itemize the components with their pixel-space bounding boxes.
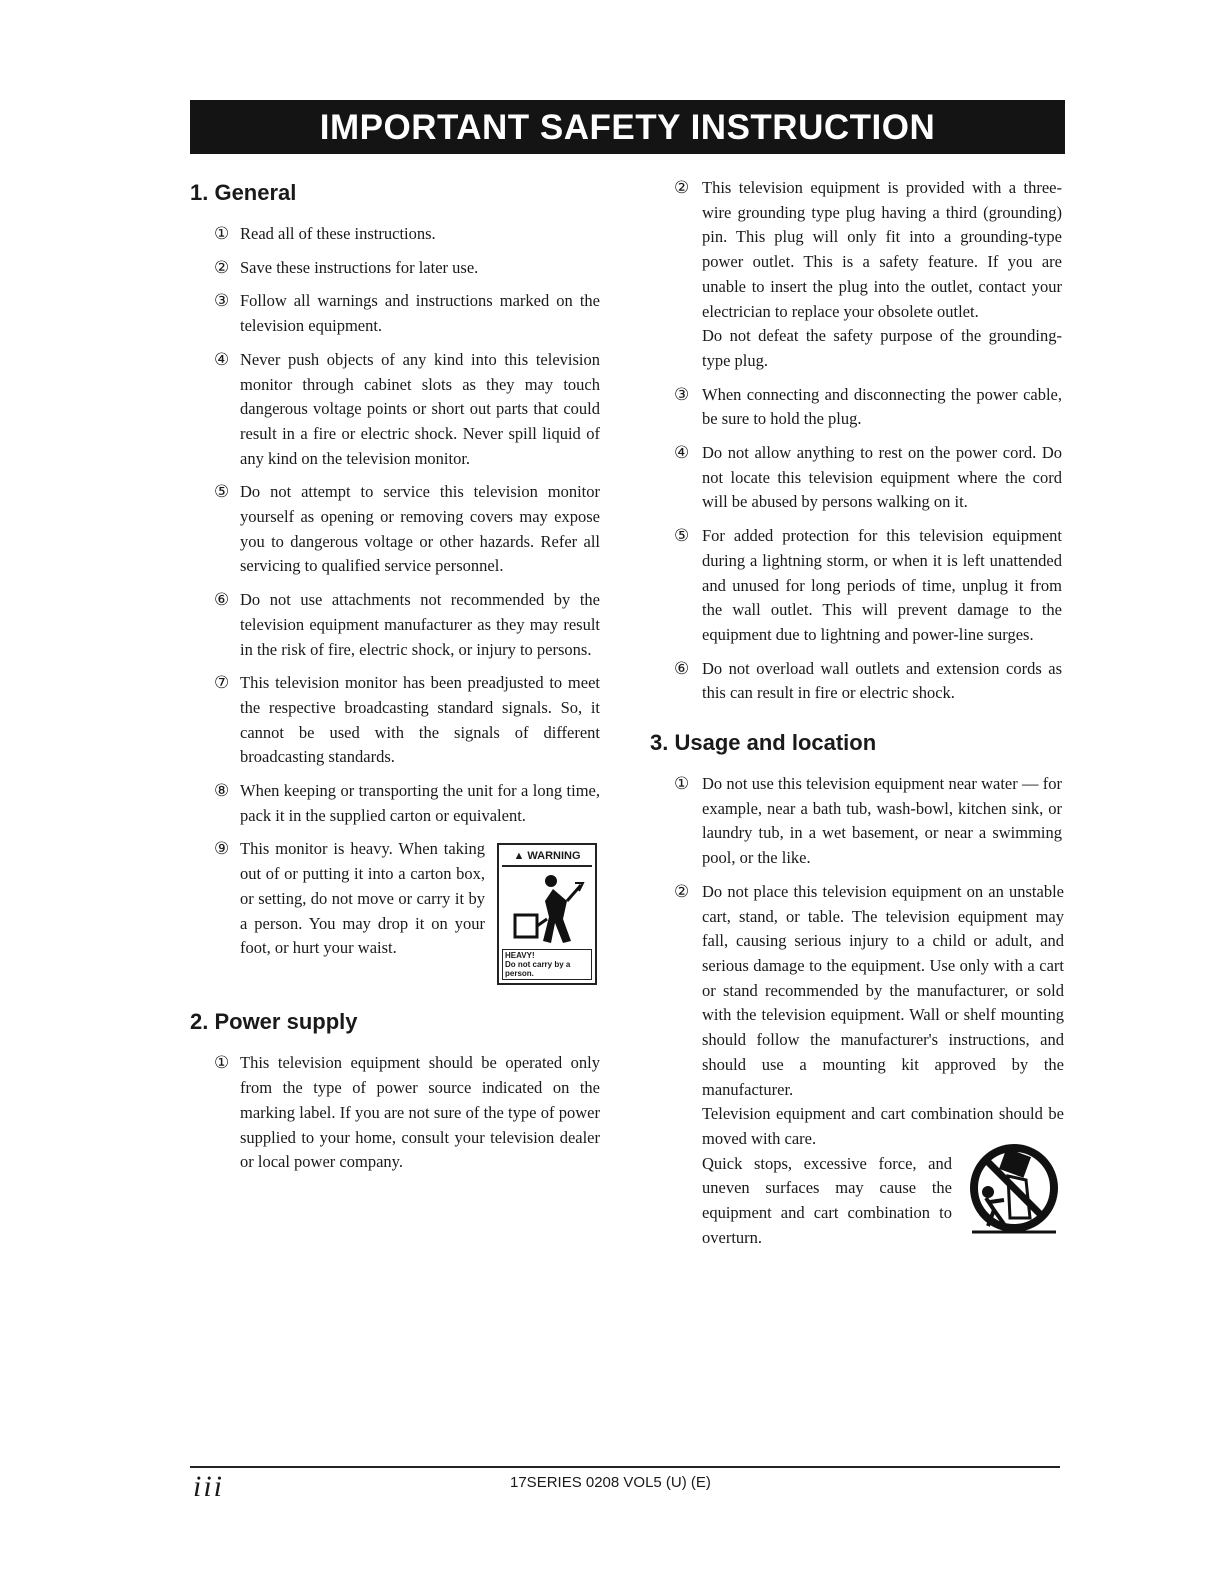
warning-triangle-icon: ▲ [513,850,525,863]
right-column [650,176,1062,1259]
list-item: ③ Follow all warnings and instructions marked on the television equipment. [214,291,600,336]
page-number: iii [193,1470,225,1503]
list-item: ⑥ Do not overload wall outlets and extension cords as this can result in fire or electric shock. [674,658,1062,703]
list-item: ⑨ This monitor is heavy. When taking out of or putting it into a carton box, or setting, do not move or carry it by a person. You may drop it on your foot, or hurt your waist. ▲ WARNING HEAVY! Do not carry by a person. [190,837,600,985]
person-lifting-icon [507,871,587,951]
list-item: ⑧ When keeping or transporting the unit for a long time, pack it in the supplied carton or equivalent. [214,781,600,825]
list-item: ③ When connecting and disconnecting the power cable, be sure to hold the plug. [674,384,1062,429]
section-heading-general: 1. General [190,180,297,205]
footer-rule [190,1466,1060,1468]
list-item: ⑥ Do not use attachments not recommended by the television equipment manufacturer as they may result in the risk of fire, electric shock, or injury to persons. [214,590,600,659]
list-item: ④ Do not allow anything to rest on the power cord. Do not locate this television equipment where the cord will be abused by persons walking on it. [674,443,1062,512]
page-title-banner: IMPORTANT SAFETY INSTRUCTION [190,100,1065,154]
heavy-warning-label [497,843,597,985]
list-item: ① Read all of these instructions. [214,224,436,244]
document-code: 17SERIES 0208 VOL5 (U) (E) [510,1474,711,1491]
list-item: ⑦ This television monitor has been preadjusted to meet the respective broadcasting standard signals. So, it cannot be used with the signals of different broadcasting standards. [214,673,600,767]
cart-tipover-warning-icon [964,1140,1064,1240]
list-item: ⑤ For added protection for this television equipment during a lightning storm, or when it is left unattended and unused for long periods of time, unplug it from the wall outlet. This will prevent damage to the equipment due to lightning and power-line surges. [674,526,1062,644]
list-item: ① Do not use this television equipment near water — for example, near a bath tub, wash-bowl, kitchen sink, or laundry tub, in a wet basement, or near a swimming pool, or the like. [674,774,1062,868]
section-heading-power: 2. Power supply [190,1009,358,1035]
list-item: ② This television equipment is provided with a three-wire grounding type plug having a third (grounding) pin. This plug will only fit into a grounding-type power outlet. This is a safety feature. If you are unable to insert the plug into the outlet, contact your electrician to replace your obsolete outlet. Do not defeat the safety purpose of the grounding-type plug. [674,178,1062,370]
left-column [190,178,600,1184]
list-item: ② Save these instructions for later use. [214,257,479,278]
section-heading-usage: 3. Usage and location [650,730,877,756]
list-item: ② Do not place this television equipment on an unstable cart, stand, or table. The television equipment may fall, causing serious injury to a child or adult, and serious damage to the equipment. Use only with a cart or stand recommended by the manufacturer, or sold with the television equipment. Wall or shelf mounting should follow the manufacturer's instructions, and should use a mounting kit approved by the manufacturer. Television equipment and cart combination should be moved with care. Quick stops, excessive force, and uneven surfaces may cause the equipment and cart combination to overturn. [674,881,1064,1247]
list-item: ⑤ Do not attempt to service this television monitor yourself as opening or removing covers may expose you to dangerous voltage or other hazards. Refer all servicing to qualified service personnel. [214,482,600,576]
list-item: ① This television equipment should be operated only from the type of power source indicated on the marking label. If you are not sure of the type of power supplied to your home, consult your television dealer or local power company. [214,1053,600,1172]
list-item: ④ Never push objects of any kind into this television monitor through cabinet slots as they may touch dangerous voltage points or short out parts that could result in a fire or electric shock. Never spill liquid of any kind on the television monitor. [214,349,600,468]
warning-footer: HEAVY! Do not carry by a person. [502,949,592,980]
warning-title: ▲ WARNING [502,847,592,867]
